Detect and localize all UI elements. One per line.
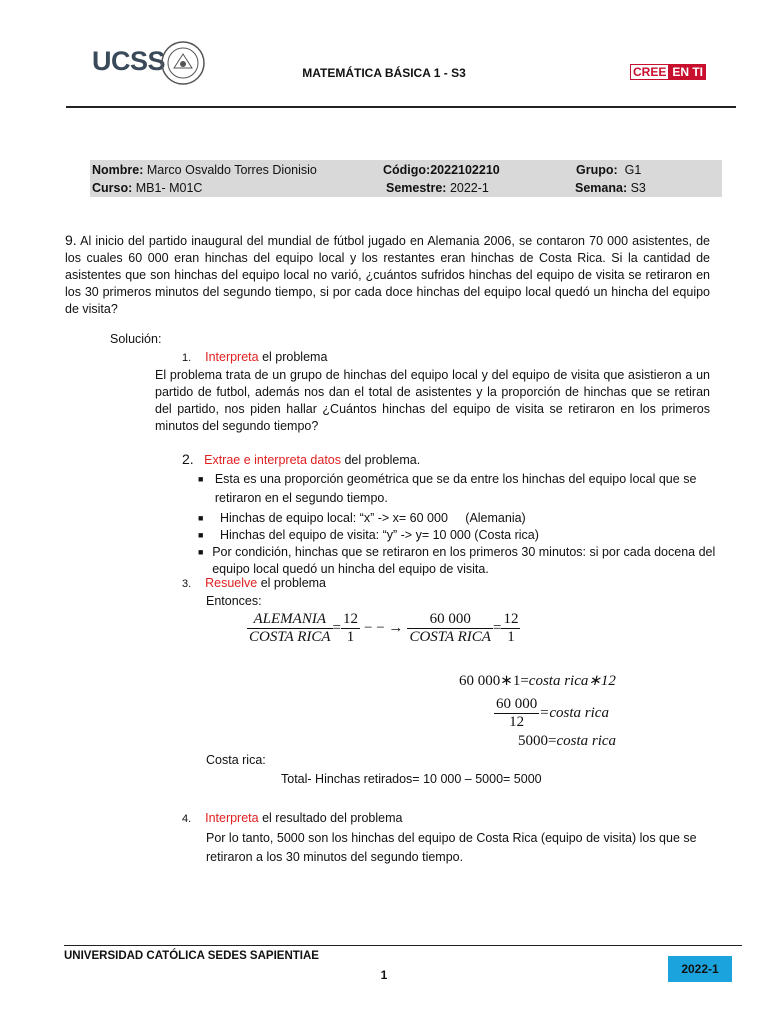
- bullet-text: Por condición, hinchas que se retiraron en los primeros 30 minutos: si por cada docena del equipo local quedó un hincha del equipo de visita.: [212, 545, 716, 576]
- step4-heading: [182, 811, 402, 825]
- year-badge: 2022-1: [668, 956, 732, 982]
- name-label: Nombre:: [92, 163, 144, 177]
- step1-body: [155, 367, 710, 435]
- ucss-logo-text: UCSS: [92, 46, 166, 76]
- student-week: [575, 181, 646, 195]
- bullet-icon: ■: [198, 513, 204, 523]
- step3-number: 3.: [182, 578, 192, 590]
- equation-left: 5000=: [518, 733, 557, 749]
- list-item: [198, 544, 718, 578]
- course-label: Curso:: [92, 181, 133, 195]
- bullet-text: Hinchas de equipo local: “x” -> x= 60 000 (Alemania): [220, 511, 526, 525]
- costa-rica-label: Costa rica:: [206, 753, 266, 767]
- equation-left: 60 000∗1=: [459, 673, 529, 689]
- fraction-numerator: 12: [503, 611, 519, 627]
- fraction-numerator: 60 000: [496, 696, 538, 712]
- footer-university: UNIVERSIDAD CATÓLICA SEDES SAPIENTIAE: [64, 950, 319, 962]
- header-divider: [66, 106, 736, 108]
- student-group: [576, 163, 641, 177]
- fraction-numerator: 12: [343, 611, 359, 627]
- bullet-icon: ■: [198, 530, 204, 540]
- brand-cree-text: CREE: [630, 64, 669, 80]
- equation-line-2: [494, 696, 609, 731]
- step4-rest: el resultado del problema: [258, 811, 403, 825]
- step4-keyword: Interpreta: [205, 811, 259, 825]
- step1-number: 1.: [182, 352, 192, 364]
- bullet-text: Esta es una proporción geométrica que se da entre los hinchas del equipo local que se retiraron en el segundo tiempo.: [214, 472, 697, 505]
- fraction-denominator: COSTA RICA: [249, 629, 331, 645]
- page-number: 1: [380, 968, 388, 982]
- fraction-12-over-1: [341, 611, 360, 646]
- fraction-12-over-1: [501, 611, 520, 646]
- step4-text: Por lo tanto, 5000 son los hinchas del equipo de Costa Rica (equipo de visita) los que se retiraron a los 30 minutos del segundo tiempo.: [206, 831, 697, 864]
- bullet-icon: ■: [198, 547, 204, 557]
- fraction-denominator: 12: [509, 714, 525, 730]
- name-value: Marco Osvaldo Torres Dionisio: [146, 163, 317, 177]
- list-item: [198, 510, 718, 527]
- group-value: G1: [624, 163, 642, 177]
- brand-en-ti-text: EN TI: [669, 64, 706, 80]
- fraction-60000-over-12: [494, 696, 539, 731]
- step1-keyword: Interpreta: [205, 350, 259, 364]
- cree-en-ti-logo: [630, 64, 706, 80]
- equation-right: costa rica: [556, 733, 617, 749]
- step1-heading: [182, 350, 327, 364]
- problem-text: Al inicio del partido inaugural del mundial de fútbol jugado en Alemania 2006, se contaron 70 000 asistentes, de los cuales 60 000 eran hinchas del equipo local y los restantes eran hinchas de Costa Rica. Si la cantidad de asistentes que son hinchas del equipo local no varió, ¿cuántos sufridos hinchas del equipo de visita se retiraron en los 30 primeros minutos del segundo tiempo, si por cada doce hinchas del equipo local quedó un hincha del equipo de visita?: [65, 234, 710, 316]
- fraction-denominator: 1: [346, 629, 355, 645]
- fraction-60000-costa-rica: [407, 611, 493, 646]
- step4-number: 4.: [182, 813, 192, 825]
- course-header-title: MATEMÁTICA BÁSICA 1 - S3: [302, 66, 466, 80]
- proportion-equation: $\frac{\text{ALEMANIA}}{\text{COSTA RICA}}$ = $\frac{12}{1}$ − − → $\frac{60 000}{\text{COSTA RICA}}$ = $\frac{12}{1}$: [249, 611, 519, 645]
- bullet-icon: ■: [198, 474, 204, 484]
- fraction-alemania-costa-rica: [247, 611, 333, 646]
- step2-heading: [182, 451, 420, 467]
- entonces-label: Entonces:: [206, 594, 262, 608]
- group-label: Grupo:: [576, 163, 618, 177]
- course-value: MB1- M01C: [135, 181, 203, 195]
- total-result: Total- Hinchas retirados= 10 000 – 5000= 5000: [281, 772, 542, 786]
- problem-statement: [65, 232, 710, 318]
- step3-heading: [182, 576, 326, 590]
- step3-rest: el problema: [257, 576, 327, 590]
- list-item: [198, 527, 718, 544]
- step2-number: 2.: [182, 451, 194, 467]
- step1-rest: el problema: [258, 350, 328, 364]
- code-value: 2022102210: [430, 163, 500, 177]
- student-course: [92, 181, 202, 195]
- step4-body: [206, 829, 716, 867]
- fraction-numerator: 60 000: [407, 611, 493, 629]
- fraction-denominator: COSTA RICA: [409, 629, 491, 645]
- semester-label: Semestre:: [386, 181, 447, 195]
- student-code: [383, 163, 500, 177]
- week-value: S3: [630, 181, 646, 195]
- step3-keyword: Resuelve: [205, 576, 258, 590]
- student-name: [92, 163, 317, 177]
- equation-right: =costa rica: [539, 705, 609, 721]
- problem-number: 9.: [65, 232, 77, 248]
- list-item: [198, 470, 718, 508]
- solution-label: Solución:: [110, 332, 162, 346]
- equation-line-3: [518, 733, 616, 750]
- code-label: Código:: [383, 163, 431, 177]
- arrow-symbol: − − →: [364, 620, 404, 636]
- footer-divider: [64, 945, 742, 946]
- week-label: Semana:: [575, 181, 628, 195]
- step2-bullet-list: [198, 470, 718, 578]
- step2-rest: del problema.: [341, 453, 421, 467]
- step1-text: El problema trata de un grupo de hinchas del equipo local y del equipo de visita que asistieron a un partido de futbol, además nos dan el total de asistentes y la proporción de hinchas que se retiran del partido, nos piden hallar ¿Cuántos hinchas del equipo de visita se retiraron en los primeros minutos del segundo tiempo?: [155, 368, 710, 433]
- equation-right: costa rica∗12: [528, 673, 616, 689]
- bullet-text: Hinchas del equipo de visita: “y” -> y= 10 000 (Costa rica): [220, 528, 539, 542]
- step2-keyword: Extrae e interpreta datos: [204, 453, 341, 467]
- student-semester: [386, 181, 489, 195]
- semester-value: 2022-1: [449, 181, 489, 195]
- fraction-numerator: ALEMANIA: [247, 611, 333, 629]
- fraction-denominator: 1: [507, 629, 515, 645]
- equation-line-1: [459, 671, 616, 690]
